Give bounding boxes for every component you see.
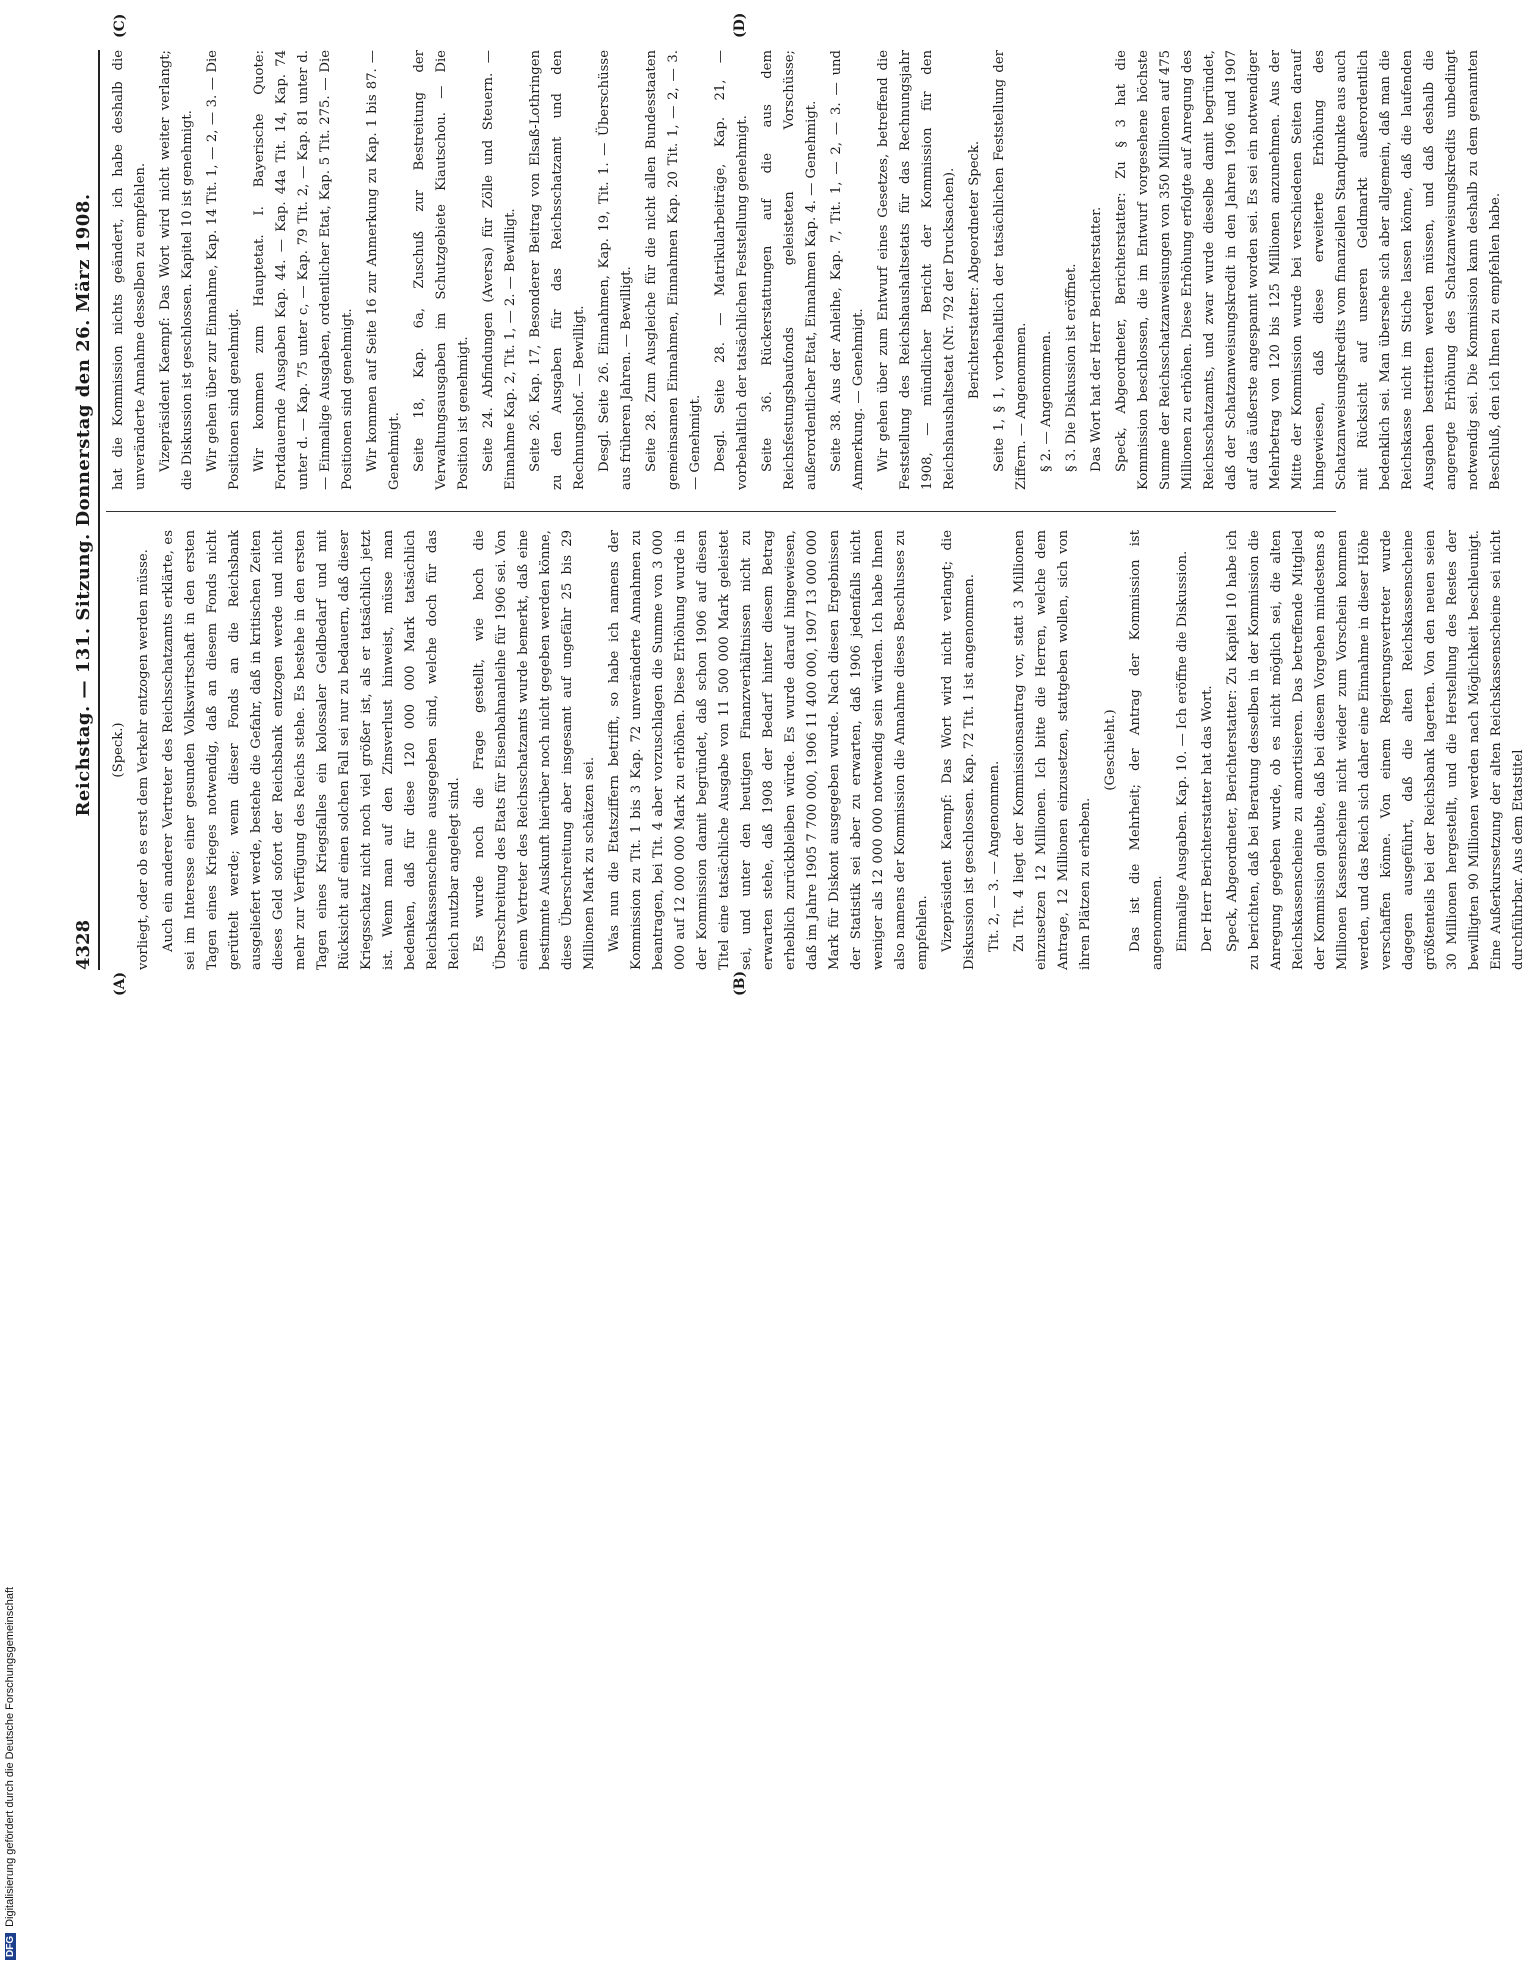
paragraph: Zu Tit. 4 liegt der Kommissionsantrag vor, statt 3 Millionen einzusetzen 12 Millionen. Ich bitte die Herren, welche dem Antrage, 12 Millionen einzusetzen, stattgeben wollen, sich von ihren Plätzen zu erheben. <box>1012 530 1093 970</box>
rotated-document-page <box>60 12 1526 1000</box>
paragraph: Wir gehen über zum Entwurf eines Gesetzes, betreffend die Feststellung des Reichshaushaltsetats für das Rechnungsjahr 1908, — mündlicher Bericht der Kommission für den Reichshaushaltsetat (Nr. 792 der Drucksachen). <box>876 50 957 490</box>
paragraph: Seite 38. Aus der Anleihe, Kap. 7, Tit. 1, — 2, — 3. — und Anmerkung. — Genehmigt. <box>829 50 866 490</box>
column-divider <box>106 511 1336 512</box>
paragraph: Vizepräsident Kaempf: Das Wort wird nicht weiter verlangt; die Diskussion ist geschlossen. Kapitel 10 ist genehmigt. <box>158 50 195 490</box>
digitization-footer <box>4 1000 24 1980</box>
paragraph: Seite 1, § 1, vorbehaltlich der tatsächlichen Feststellung der Ziffern. — Angenommen. <box>992 50 1029 490</box>
paragraph: Desgl. Seite 28. — Matrikularbeiträge, Kap. 21, — vorbehaltlich der tatsächlichen Feststellung genehmigt. <box>713 50 750 490</box>
margin-mark-a: (A) <box>112 971 128 996</box>
dfg-logo: DFG <box>5 1933 16 1960</box>
left-column <box>108 530 1526 970</box>
paragraph: Seite 28. Zum Ausgleiche für die nicht allen Bundesstaaten gemeinsamen Einnahmen, Einnahmen Kap. 20 Tit. 1, — 2, — 3. — Genehmigt. <box>644 50 703 490</box>
footer-credit: Digitalisierung gefördert durch die Deutsche Forschungsgemeinschaft <box>4 1586 16 1927</box>
paragraph: Das ist die Mehrheit; der Antrag der Kommission ist angenommen. <box>1128 530 1165 970</box>
paragraph: Speck, Abgeordneter, Berichterstatter: Zu § 3 hat die Kommission beschlossen, die im Entwurf vorgesehene höchste Summe der Reichsschatzanweisungen von 350 Millionen auf 475 Millionen zu erhöhen. Diese Erhöhung erfolgte auf Anregung des Reichsschatzamts, und zwar wurde dieselbe damit begründet, daß der Schatzanweisungskredit in den Jahren 1906 und 1907 auf das äußerste angespannt worden sei. Es sei ein notwendiger Mehrbetrag von 120 bis 125 Millionen anzunehmen. Aus der Mitte der Kommission wurde bei verschiedenen Seiten darauf hingewiesen, daß diese erweiterte Erhöhung des Schatzanweisungskredits vom finanziellen Standpunkte aus auch mit Rücksicht auf unseren Geldmarkt außerordentlich bedenklich sei. Man übersehe sich aber allgemein, daß man die Reichskasse nicht im Stiche lassen könne, daß die laufenden Ausgaben bestritten werden müssen, und daß deshalb die angeregte Erhöhung des Schatzanweisungskredits unbedingt notwendig sei. Die Kommission kann deshalb zu dem genannten Beschluß, den ich Ihnen zu empfehlen habe. <box>1114 50 1503 490</box>
paragraph: § 3. Die Diskussion ist eröffnet. <box>1064 263 1079 472</box>
paragraph: Wir kommen auf Seite 16 zur Anmerkung zu Kap. 1 bis 87. — Genehmigt. <box>365 50 402 490</box>
paragraph: Es wurde noch die Frage gestellt, wie hoch die Überschreitung des Etats für Eisenbahnanleihe für 1906 sei. Von einem Vertreter des Reichsschatzamts wurde bemerkt, daß eine bestimmte Auskunft hierüber noch nicht gegeben werden könne, diese Überschreitung aber insgesamt auf ungefähr 25 bis 29 Millionen Mark zu schätzen sei. <box>472 530 597 970</box>
paragraph: Seite 26. Kap. 17, Besonderer Beitrag von Elsaß-Lothringen zu den Ausgaben für das Reichsschatzamt und den Rechnungshof. — Bewilligt. <box>528 50 587 490</box>
margin-mark-d: (D) <box>732 12 748 38</box>
paragraph: Berichterstatter: Abgeordneter Speck. <box>967 140 982 400</box>
page-header <box>68 50 100 970</box>
paragraph: Speck, Abgeordneter, Berichterstatter: Zu Kapitel 10 habe ich zu berichten, daß bei Beratung desselben in der Kommission die Anregung gegeben wurde, ob es nicht möglich sei, die alten Reichskassenscheine zu amortisieren. Das betreffende Mitglied der Kommission glaubte, daß bei diesem Vorgehen mindestens 8 Millionen Kassenscheine nicht wieder zum Vorschein kommen werden, und das Reich sich daher eine Einnahme in dieser Höhe verschaffen könne. Von einem Regierungsvertreter wurde dagegen ausgeführt, daß die alten Reichskassenscheine größtenteils bei der Reichsbank lagerten. Von den neuen seien 30 Millionen hergestellt, und die Herstellung des Restes der bewilligten 90 Millionen werden nach Möglichkeit beschleunigt. Eine Außerkurssetzung der alten Reichskassenscheine sei nicht durchführbar. Aus dem Etatstitel <box>1225 530 1526 970</box>
paragraph: Was nun die Etatsziffern betrifft, so habe ich namens der Kommission zu Tit. 1 bis 3 Kap. 72 unveränderte Annahmen zu beantragen, bei Tit. 4 aber vorzuschlagen die Summe von 3 000 000 auf 12 000 000 Mark zu erhöhen. Diese Erhöhung wurde in der Kommission damit begründet, daß schon 1906 auf diesen Titel eine tatsächliche Ausgabe von 11 500 000 Mark geleistet sei, und unter den heutigen Finanzverhältnissen nicht zu erwarten stehe, daß 1908 der Bedarf hinter diesem Betrag erheblich zurückbleiben würde. Es wurde darauf hingewiesen, daß im Jahre 1905 7 700 000, 1906 11 400 000, 1907 13 000 000 Mark für Diskont ausgegeben wurde. Nach diesen Ergebnissen der Statistik sei aber zu erwarten, daß 1906 jedenfalls nicht weniger als 12 000 000 notwendig sein würden. Ich habe Ihnen also namens der Kommission die Annahme dieses Beschlusses zu empfehlen. <box>607 530 930 970</box>
paragraph: Seite 18, Kap. 6a, Zuschuß zur Bestreitung der Verwaltungsausgaben im Schutzgebiete Kiautschou. — Die Position ist genehmigt. <box>412 50 471 490</box>
paragraph: Der Herr Berichterstatter hat das Wort. <box>1200 685 1215 952</box>
paragraph: § 2. — Angenommen. <box>1039 330 1054 472</box>
right-column <box>108 50 1503 490</box>
page-number: 4328 <box>72 919 94 970</box>
paragraph: (Speck.) <box>111 722 126 778</box>
paragraph: Das Wort hat der Herr Berichterstatter. <box>1089 206 1104 472</box>
paragraph: Vizepräsident Kaempf: Das Wort wird nicht verlangt; die Diskussion ist geschlossen. Kap. 72 Tit. 1 ist angenommen. <box>940 530 977 970</box>
paragraph: Wir gehen über zur Einnahme, Kap. 14 Tit. 1, — 2, — 3. — Die Positionen sind genehmigt. <box>205 50 242 490</box>
paragraph: Auch ein anderer Vertreter des Reichsschatzamts erklärte, es sei im Interesse einer gesunden Volkswirtschaft in den ersten Tagen eines Krieges notwendig, daß an diesem Fonds nicht gerüttelt werde; wenn dieser Fonds an die Reichsbank ausgeliefert werde, bestehe die Gefahr, daß in kritischen Zeiten dieses Geld sofort der Reichsbank entzogen werde und nicht mehr zur Verfügung des Reichs stehe. Es bestehe in den ersten Tagen eines Kriegsfalles ein kolossaler Geldbedarf und mit Rücksicht auf einen solchen Fall sei nur zu bedauern, daß dieser Kriegsschatz nicht noch viel größer ist, als er tatsächlich jetzt ist. Wenn man auf den Zinsverlust hinweist, müsse man bedenken, daß für diese 120 000 000 Mark tatsächlich Reichskassenscheine ausgegeben sind, welche doch für das Reich nutzbar angelegt sind. <box>161 530 462 970</box>
paragraph: Seite 24. Abfindungen (Aversa) für Zölle und Steuern. — Einnahme Kap. 2, Tit. 1, — 2. — Bewilligt. <box>481 50 518 490</box>
margin-mark-c: (C) <box>112 13 128 38</box>
paragraph: (Geschieht.) <box>1103 709 1118 791</box>
paragraph: Wir kommen zum Hauptetat. I. Bayerische Quote: Fortdauernde Ausgaben Kap. 44. — Kap. 44a Tit. 14, Kap. 74 unter d. — Kap. 75 unter c, — Kap. 79 Tit. 2, — Kap. 81 unter d. — Einmalige Ausgaben, ordentlicher Etat, Kap. 5 Tit. 275. — Die Positionen sind genehmigt. <box>252 50 355 490</box>
paragraph: Desgl. Seite 26. Einnahmen, Kap. 19, Tit. 1. — Überschüsse aus früheren Jahren. — Bewilligt. <box>597 50 634 490</box>
paragraph: Einmalige Ausgaben. Kap. 10. — Ich eröffne die Diskussion. <box>1175 550 1190 952</box>
paragraph: vorliegt, oder ob es erst dem Verkehr entzogen werden müsse. <box>136 549 151 970</box>
footer-text-line <box>4 1000 16 1960</box>
paragraph: hat die Kommission nichts geändert, ich habe deshalb die unveränderte Annahme desselben zu empfehlen. <box>111 50 148 490</box>
margin-mark-b: (B) <box>732 970 748 996</box>
page-title: Reichstag. — 131. Sitzung. Donnerstag den 26. März 1908. <box>72 193 94 817</box>
paragraph: Tit. 2, — 3. — Angenommen. <box>987 760 1002 952</box>
paragraph: Seite 36. Rückerstattungen auf die aus dem Reichsfestungsbaufonds geleisteten Vorschüsse; außerordentlicher Etat, Einnahmen Kap. 4. — Genehmigt. <box>760 50 819 490</box>
